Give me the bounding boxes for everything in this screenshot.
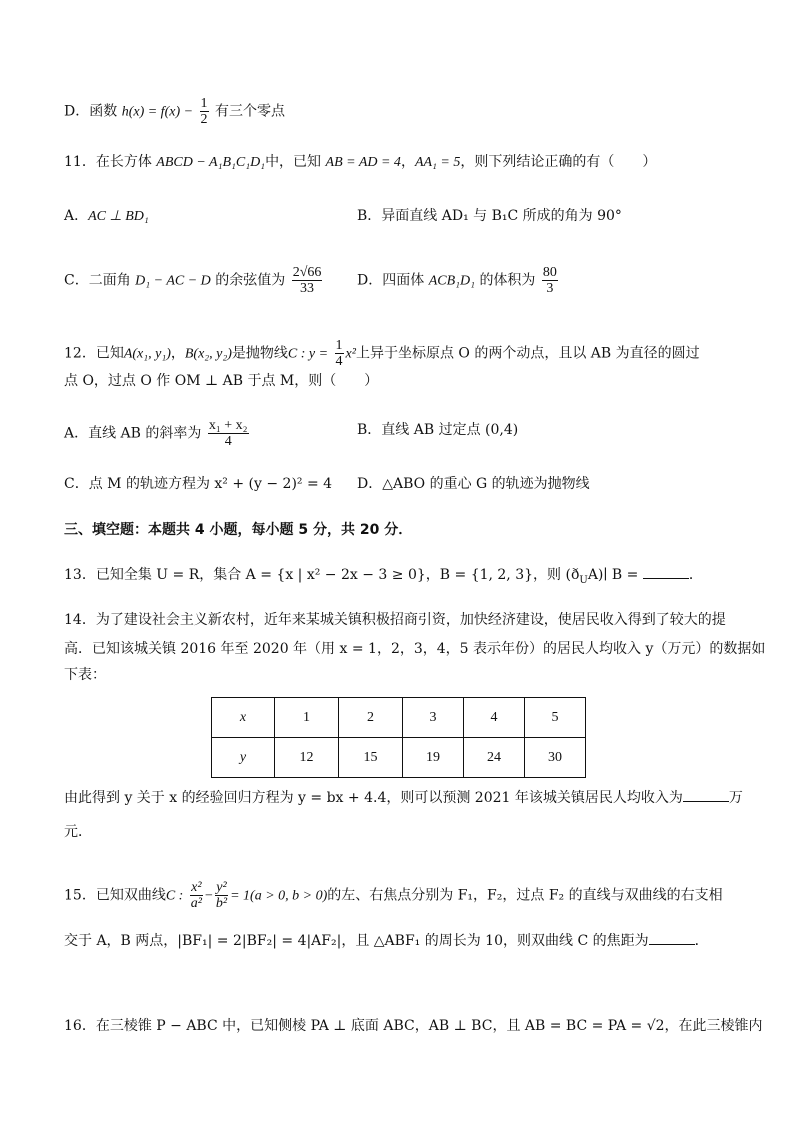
fraction-denominator: a² — [190, 896, 202, 911]
comma: ， — [170, 345, 185, 362]
q11-option-c — [64, 265, 324, 296]
math-expression: ACB₁D₁ — [428, 273, 475, 289]
q15-stem — [64, 880, 723, 911]
stem-text: ． — [694, 933, 709, 949]
answer-blank[interactable] — [649, 932, 695, 945]
q12-option-d: D．△ABO 的重心 G 的轨迹为抛物线 — [357, 476, 590, 492]
fraction-denominator: 4 — [224, 434, 232, 449]
option-text: 有三个零点 — [214, 103, 285, 120]
data-table — [211, 697, 586, 778]
table-cell: 12 — [275, 738, 339, 778]
stem-text: 11．在长方体 — [64, 154, 152, 170]
q16-stem: 16．在三棱锥 P − ABC 中，已知侧棱 PA ⊥ 底面 ABC，AB ⊥ BC，且 AB = BC = PA = √2，在此三棱锥内 — [64, 1018, 763, 1034]
table-cell: 3 — [403, 698, 464, 738]
table-row — [212, 698, 586, 738]
fraction — [292, 265, 323, 296]
table-row — [212, 738, 586, 778]
math-expression: D₁ − AC − D — [135, 273, 211, 289]
math-expression: AC ⊥ BD₁ — [88, 209, 149, 224]
q10-option-d — [64, 96, 285, 127]
option-text: A．直线 AB 的斜率为 — [64, 425, 202, 442]
option-text: 的余弦值为 — [215, 272, 286, 289]
option-label: C．二面角 — [64, 272, 131, 289]
fraction-denominator: 4 — [335, 354, 343, 369]
q11-option-b: B．异面直线 AD₁ 与 B₁C 所成的角为 90° — [357, 208, 622, 224]
q14-line3: 下表： — [64, 667, 106, 683]
fraction-numerator: 80 — [542, 265, 557, 280]
q11-option-d — [357, 265, 560, 296]
stem-text: 13．已知全集 U = R，集合 A = {x | x² − 2x − 3 ≥ 0}，B = {1, 2, 3}，则 (ð — [64, 567, 580, 583]
q12-stem — [64, 338, 700, 369]
fraction — [200, 96, 209, 127]
stem-text: 由此得到 y 关于 x 的经验回归方程为 y = bx + 4.4，则可以预测 2021 年该城关镇居民人均收入为 — [64, 790, 683, 806]
math-expression: AB = AD = 4 — [325, 155, 401, 170]
q12-option-c: C．点 M 的轨迹方程为 x² + (y − 2)² = 4 — [64, 476, 333, 492]
math-expression: C : — [165, 888, 184, 904]
fraction — [215, 880, 228, 911]
table-cell: 24 — [464, 738, 525, 778]
fraction-numerator: y² — [216, 880, 227, 895]
stem-text: 是抛物线 — [231, 345, 288, 362]
q15-line2 — [64, 931, 709, 951]
fraction-denominator: 3 — [546, 281, 554, 296]
q14-end: 元． — [64, 824, 92, 840]
table-cell: 4 — [464, 698, 525, 738]
table-cell: 30 — [525, 738, 586, 778]
table-cell: 5 — [525, 698, 586, 738]
option-text: 的体积为 — [479, 272, 536, 289]
stem-text: 15．已知双曲线 — [64, 887, 166, 904]
table-cell: x — [212, 698, 275, 738]
math-expression: AA₁ = 5 — [414, 155, 461, 170]
q12-stem-line2: 点 O，过点 O 作 OM ⊥ AB 于点 M，则（ ） — [64, 373, 379, 389]
stem-text: 的左、右焦点分别为 F₁，F₂，过点 F₂ 的直线与双曲线的右支相 — [327, 887, 723, 904]
fraction-numerator: 2√66 — [292, 265, 322, 280]
q14-line2: 高．已知该城关镇 2016 年至 2020 年（用 x = 1，2，3，4，5 表示年份）的居民人均收入 y（万元）的数据如 — [64, 641, 766, 657]
q11-option-a — [64, 206, 149, 227]
answer-blank[interactable] — [643, 566, 689, 579]
subscript: U — [579, 574, 588, 586]
q14-line1: 14．为了建设社会主义新农村，近年来某城关镇积极招商引资，加快经济建设，使居民收入得到了较大的提 — [64, 612, 726, 628]
fraction-numerator: x² — [191, 880, 202, 895]
stem-text: ，则下列结论正确的有（ ） — [460, 154, 657, 170]
option-label: A． — [64, 208, 89, 224]
fraction — [542, 265, 558, 296]
math-expression: = 1(a > 0, b > 0) — [230, 888, 328, 904]
table-cell: 19 — [403, 738, 464, 778]
answer-blank[interactable] — [683, 789, 729, 802]
stem-text: 12．已知 — [64, 345, 124, 362]
fraction-numerator: 1 — [200, 96, 208, 111]
q14-after — [64, 788, 743, 808]
option-label: D．四面体 — [357, 272, 425, 289]
fraction-denominator: 33 — [300, 281, 315, 296]
q12-option-b: B．直线 AB 过定点 (0,4) — [357, 422, 519, 438]
table-cell: 1 — [275, 698, 339, 738]
math-expression: C : y = — [287, 346, 329, 362]
fraction — [335, 338, 344, 369]
fraction — [208, 418, 249, 449]
math-expression: A(x₁, y₁) — [123, 346, 171, 362]
stem-text: A)∣ B = — [587, 567, 639, 583]
stem-text: 万 — [728, 790, 743, 806]
fraction — [190, 880, 203, 911]
math-expression: ABCD − A₁B₁C₁D₁ — [156, 155, 266, 170]
comma: ， — [400, 154, 415, 170]
fraction-denominator: b² — [215, 896, 228, 911]
q13 — [64, 565, 703, 591]
minus-sign: − — [204, 888, 213, 904]
section-heading: 三、填空题：本题共 4 小题，每小题 5 分，共 20 分． — [64, 522, 413, 538]
stem-text: ． — [688, 567, 703, 583]
stem-text: 中，已知 — [265, 154, 322, 170]
table-cell: 15 — [339, 738, 403, 778]
q11-stem — [64, 152, 656, 173]
table-cell: y — [212, 738, 275, 778]
table-cell: 2 — [339, 698, 403, 738]
stem-text: 上异于坐标原点 O 的两个动点，且以 AB 为直径的圆过 — [355, 345, 700, 362]
option-label: D．函数 — [64, 103, 118, 120]
math-expression: B(x₂, y₂) — [184, 346, 232, 362]
fraction-numerator: x₁ + x₂ — [208, 418, 248, 433]
math-expression: h(x) = f(x) − — [121, 104, 194, 120]
stem-text: 交于 A，B 两点，|BF₁| = 2|BF₂| = 4|AF₂|，且 △ABF₁ 的周长为 10，则双曲线 C 的焦距为 — [64, 933, 649, 949]
q12-option-a — [64, 418, 251, 449]
fraction-denominator: 2 — [200, 112, 208, 127]
fraction-numerator: 1 — [335, 338, 343, 353]
math-expression: x² — [345, 346, 356, 362]
